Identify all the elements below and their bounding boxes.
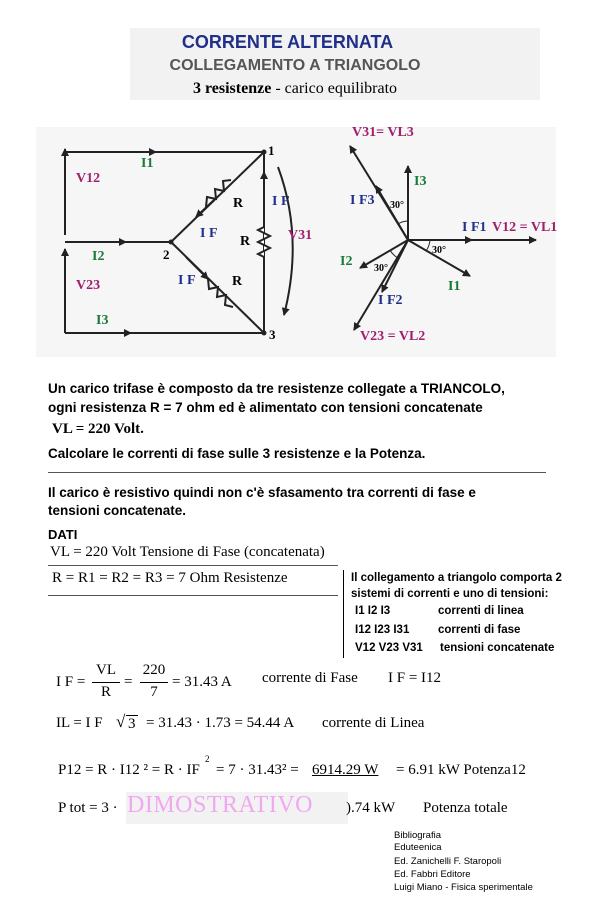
formula-if-den2: 7 bbox=[150, 684, 158, 700]
formula-il-desc: corrente di Linea bbox=[322, 715, 425, 731]
formula-if-eq: I F = I12 bbox=[388, 670, 442, 686]
note-row-1-text: correnti di linea bbox=[438, 605, 524, 617]
formula-p12-part2: = 7 · 31.43² = bbox=[216, 762, 299, 778]
v12-label: V12 bbox=[76, 171, 101, 186]
if-label-top: I F bbox=[200, 226, 218, 241]
formula-ptot-part2: ).74 kW bbox=[346, 800, 396, 816]
bibliography-line-5: Luigi Miano - Fisica sperimentale bbox=[394, 882, 533, 893]
formula-ptot-part1: P tot = 3 · bbox=[58, 800, 118, 816]
v12-phasor-label: V12 = VL1 bbox=[492, 220, 558, 235]
v23-label: V23 bbox=[76, 278, 101, 293]
problem-line-2: ogni resistenza R = 7 ohm ed è alimentato con tensioni concatenate bbox=[48, 400, 483, 415]
if-arrow-top bbox=[196, 200, 214, 217]
problem-line-5: Il carico è resistivo quindi non c'è sfasamento tra correnti di fase e bbox=[48, 485, 476, 500]
node-2-label: 2 bbox=[163, 247, 170, 262]
note-row-1-symbols: I1 I2 I3 bbox=[355, 605, 391, 617]
if3-phasor-label: I F3 bbox=[350, 193, 375, 208]
v23-phasor bbox=[354, 240, 408, 330]
resistor-right bbox=[258, 227, 270, 257]
divider-1 bbox=[48, 472, 546, 473]
bibliography-line-4: Ed. Fabbri Editore bbox=[394, 869, 471, 880]
resistor-right-label: R bbox=[240, 234, 251, 249]
angle-right-label: 30° bbox=[432, 245, 446, 256]
bibliography-line-2: Eduteenica bbox=[394, 842, 442, 853]
page-title: CORRENTE ALTERNATA bbox=[181, 32, 394, 52]
problem-line-4: Calcolare le correnti di fase sulle 3 resistenze e la Potenza. bbox=[48, 446, 426, 461]
if-label-right: I F bbox=[272, 194, 290, 209]
i2-label: I2 bbox=[92, 249, 105, 264]
delta-circuit-diagram bbox=[36, 127, 336, 357]
note-line-1: Il collegamento a triangolo comporta 2 bbox=[351, 572, 562, 584]
bibliography-line-1: Bibliografia bbox=[394, 830, 441, 841]
formula-p12-superscript: 2 bbox=[205, 754, 210, 764]
problem-line-6: tensioni concatenate. bbox=[48, 503, 187, 518]
angle-top-label: 30° bbox=[390, 200, 404, 211]
node-3-label: 3 bbox=[269, 327, 276, 342]
note-row-3-symbols: V12 V23 V31 bbox=[355, 642, 423, 654]
v31-label: V31 bbox=[288, 228, 313, 243]
formula-if-num2: 220 bbox=[142, 662, 166, 678]
branch-2-1 bbox=[171, 152, 264, 242]
formula-if-den1: R bbox=[100, 684, 111, 700]
watermark-text: DIMOSTRATIVO bbox=[127, 792, 313, 818]
formula-if-desc: corrente di Fase bbox=[262, 670, 358, 686]
page-subtitle: COLLEGAMENTO A TRIANGOLO bbox=[169, 57, 421, 74]
if2-phasor-label: I F2 bbox=[378, 293, 403, 308]
i3-phasor-label: I3 bbox=[414, 174, 427, 189]
v31-phasor-label: V31= VL3 bbox=[352, 125, 414, 140]
i3-label: I3 bbox=[96, 313, 109, 328]
divider-2 bbox=[48, 565, 338, 566]
dati-vl: VL = 220 Volt Tensione di Fase (concatenata) bbox=[50, 544, 325, 560]
page-subtitle-2: 3 resistenze - carico equilibrato bbox=[192, 80, 398, 97]
v23-phasor-label: V23 = VL2 bbox=[360, 329, 426, 344]
bibliography-line-3: Ed. Zanichelli F. Staropoli bbox=[394, 856, 502, 867]
resistor-top-label: R bbox=[233, 196, 244, 211]
angle-left-label: 30° bbox=[374, 263, 388, 274]
note-left-rule bbox=[343, 570, 344, 658]
dati-r: R = R1 = R2 = R3 = 7 Ohm Resistenze bbox=[52, 570, 288, 586]
formula-if-num1: VL bbox=[96, 662, 116, 678]
formula-sqrt-value: 3 bbox=[128, 716, 136, 732]
formula-il-result: = 31.43 · 1.73 = 54.44 A bbox=[146, 715, 295, 731]
i1-phasor-label: I1 bbox=[448, 279, 461, 294]
resistor-bottom-label: R bbox=[232, 274, 243, 289]
formula-p12-value: 6914.29 W bbox=[312, 762, 379, 778]
note-row-2-symbols: I12 I23 I31 bbox=[355, 624, 410, 636]
fraction-bar-2 bbox=[140, 682, 168, 683]
formula-if-result: = 31.43 A bbox=[172, 674, 232, 690]
if1-phasor-label: I F1 bbox=[462, 220, 487, 235]
note-line-2: sistemi di correnti e uno di tensioni: bbox=[351, 588, 549, 600]
if-label-bottom: I F bbox=[178, 273, 196, 288]
dati-heading: DATI bbox=[48, 527, 78, 542]
sqrt-icon: √ bbox=[116, 712, 126, 731]
formula-il: IL = I F bbox=[56, 715, 103, 731]
problem-line-1: Un carico trifase è composto da tre resistenze collegate a TRIANCOLO, bbox=[48, 381, 505, 396]
phasor-diagram bbox=[340, 118, 560, 350]
problem-line-3: VL = 220 Volt. bbox=[52, 421, 144, 437]
formula-p12-part1: P12 = R · I12 ² = R · IF bbox=[58, 762, 200, 778]
formula-ptot-desc: Potenza totale bbox=[423, 800, 508, 816]
note-row-2-text: correnti di fase bbox=[438, 624, 521, 636]
formula-p12-part3: = 6.91 kW Potenza12 bbox=[396, 762, 526, 778]
divider-3 bbox=[48, 595, 338, 596]
fraction-bar-1 bbox=[92, 682, 120, 683]
formula-if-lhs: I F = bbox=[56, 674, 86, 690]
node-1-label: 1 bbox=[268, 143, 275, 158]
i1-label: I1 bbox=[141, 156, 154, 171]
i2-phasor-label: I2 bbox=[340, 254, 353, 269]
note-row-3-text: tensioni concatenate bbox=[440, 642, 555, 654]
